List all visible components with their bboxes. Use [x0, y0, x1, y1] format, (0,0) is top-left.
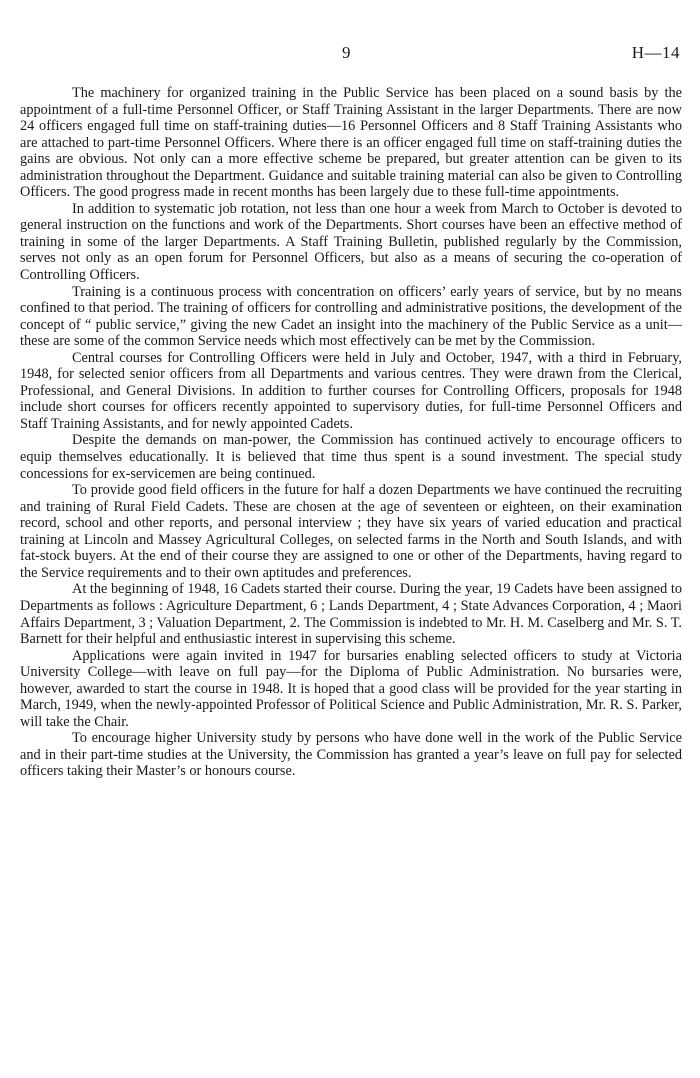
paragraph-bursaries: Applications were again invited in 1947 for bursaries enabling selected officers to study at Victoria University College—with leave on full pay—for the Diploma of Public Administration. No bursaries were, however, awarded to start the course in 1948. It is hoped that a good class will be provided for the year starting in March, 1949, when the newly-appointed Professor of Political Science and Public Administration, Mr. R. S. Parker, will take the Chair.: [20, 647, 682, 730]
page-header: [0, 43, 700, 65]
paragraph-university-study: To encourage higher University study by persons who have done well in the work of the Public Service and in their part-time studies at the University, the Commission has granted a year’s leave on full pay for selected officers taking their Master’s or honours course.: [20, 730, 682, 780]
paragraph-continuous-training: Training is a continuous process with concentration on officers’ early years of service, but by no means confined to that period. The training of officers for controlling and administrative positions, the development of the concept of “ public service,” giving the new Cadet an insight into the machinery of the Public Service as a unit—these are some of the common Service needs which most effectively can be met by the Commission.: [20, 283, 682, 350]
document-body: [20, 85, 682, 780]
paragraph-training-machinery: The machinery for organized training in the Public Service has been placed on a sound basis by the appointment of a full-time Personnel Officer, or Staff Training Assistant in the larger Departments. There are now 24 officers engaged full time on staff-training duties—16 Personnel Officers and 8 Staff Training Assistants who are attached to part-time Personnel Officers. Where there is an officer engaged full time on staff-training duties the gains are obvious. Not only can a more effective scheme be prepared, but greater attention can be given to its administration throughout the Department. Guidance and suitable training material can also be given to Controlling Officers. The good progress made in recent months has been largely due to these full-time appointments.: [20, 85, 682, 201]
paragraph-job-rotation: In addition to systematic job rotation, not less than one hour a week from March to October is devoted to general instruction on the functions and work of the Departments. Short courses have been an effective method of training in some of the larger Departments. A Staff Training Bulletin, published regularly by the Commission, serves not only as an open forum for Personnel Officers, but also as a means of securing the co-operation of Controlling Officers.: [20, 200, 682, 284]
page-number: 9: [342, 43, 351, 62]
paragraph-cadet-assignments: At the beginning of 1948, 16 Cadets started their course. During the year, 19 Cadets have been assigned to Departments as follows : Agriculture Department, 6 ; Lands Department, 4 ; State Advances Corporation, 4 ; Maori Affairs Department, 3 ; Valuation Department, 2. The Commission is indebted to Mr. H. M. Caselberg and Mr. S. T. Barnett for their helpful and enthusiastic interest in supervising this scheme.: [20, 581, 682, 648]
paragraph-central-courses: Central courses for Controlling Officers were held in July and October, 1947, with a third in February, 1948, for selected senior officers from all Departments and various centres. They were drawn from the Clerical, Professional, and General Divisions. In addition to further courses for Controlling Officers, proposals for 1948 include short courses for officers recently appointed to supervisory duties, for full-time Personnel Officers and Staff Training Assistants, and for newly appointed Cadets.: [20, 349, 682, 432]
paragraph-education: Despite the demands on man-power, the Commission has continued actively to encourage officers to equip themselves educationally. It is believed that time thus spent is a sound investment. The special study concessions for ex-servicemen are being continued.: [20, 432, 682, 482]
page-reference: H—14: [631, 43, 680, 62]
paragraph-rural-field-cadets: To provide good field officers in the future for half a dozen Departments we have continued the recruiting and training of Rural Field Cadets. These are chosen at the age of seventeen or eighteen, on their examination record, school and other reports, and personal interview ; they have six years of varied education and practical training at Lincoln and Massey Agricultural Colleges, on selected farms in the North and South Islands, and with fat-stock buyers. At the end of their course they are assigned to one or other of the Departments, having regard to the Service requirements and to their own aptitudes and preferences.: [20, 482, 682, 581]
